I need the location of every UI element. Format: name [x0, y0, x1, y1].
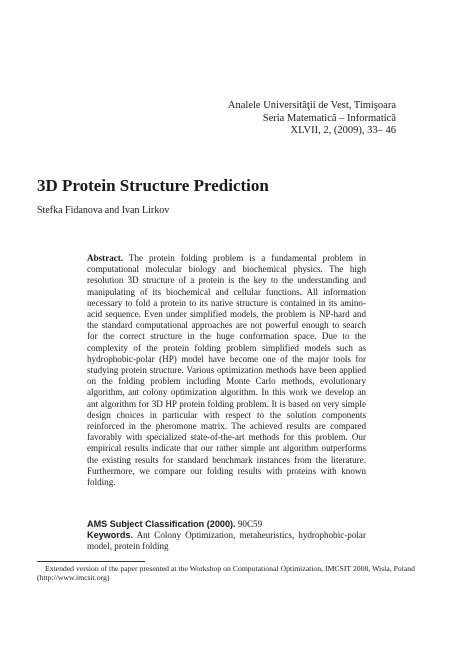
paper-title: 3D Protein Structure Prediction: [37, 176, 269, 195]
paper-authors: Stefka Fidanova and Ivan Lirkov: [37, 205, 170, 216]
abstract-heading: Abstract.: [87, 253, 124, 263]
keywords-value: Ant Colony Optimization, metaheuristics, hydrophobic-polar model, protein folding: [87, 530, 366, 552]
classification-block: [87, 519, 366, 553]
journal-name: Analele Universităţii de Vest, Timişoara: [227, 100, 396, 111]
abstract-text: The protein folding problem is a fundamental problem in computational molecular biology and biochemical physics. The high resolution 3D structure of a protein is the key to the understanding and manipulating of its biochemical and cellular functions. All information necessary to fold a protein to its native structure is contained in its amino-acid sequence. Even under simplified models, the problem is NP-hard and the standard computational approaches are not powerful enough to search for the correct structure in the huge conformation space. Due to the complexity of the protein folding problem simplified models such as hydrophobic-polar (HP) model have become one of the major tools for studying protein structure. Various optimization methods have been applied on the folding problem including Monte Carlo methods, evolutionary algorithm, ant colony optimization algorithm. In this work we develop an ant algorithm for 3D HP protein folding problem. It is based on very simple design choices in particular with respect to the solution components reinforced in the pheromone matrix. The achieved results are compared favorably with specialized state-of-the-art methods for this problem. Our empirical results indicate that our rather simple ant algorithm outperforms the existing results for standard benchmark instances from the literature. Furthermore, we compare our folding results with proteins with known folding.: [87, 253, 366, 488]
journal-header: [228, 100, 396, 138]
keywords: [87, 530, 366, 552]
keywords-heading: Keywords.: [87, 530, 133, 541]
abstract-block: [87, 253, 366, 488]
ams-heading: AMS Subject Classification (2000).: [87, 519, 236, 529]
footnote-rule: [37, 561, 145, 562]
ams-classification: [87, 519, 366, 530]
journal-series: Seria Matematică – Informatică: [262, 112, 396, 124]
ams-value: 90C59: [237, 519, 263, 529]
journal-volume: XLVII, 2, (2009), 33– 46: [290, 125, 396, 136]
footnote: Extended version of the paper presented at the Workshop on Computational Optimization, IMCSIT 2008, Wisla, Poland (http://www.imcsit.org): [37, 564, 415, 583]
